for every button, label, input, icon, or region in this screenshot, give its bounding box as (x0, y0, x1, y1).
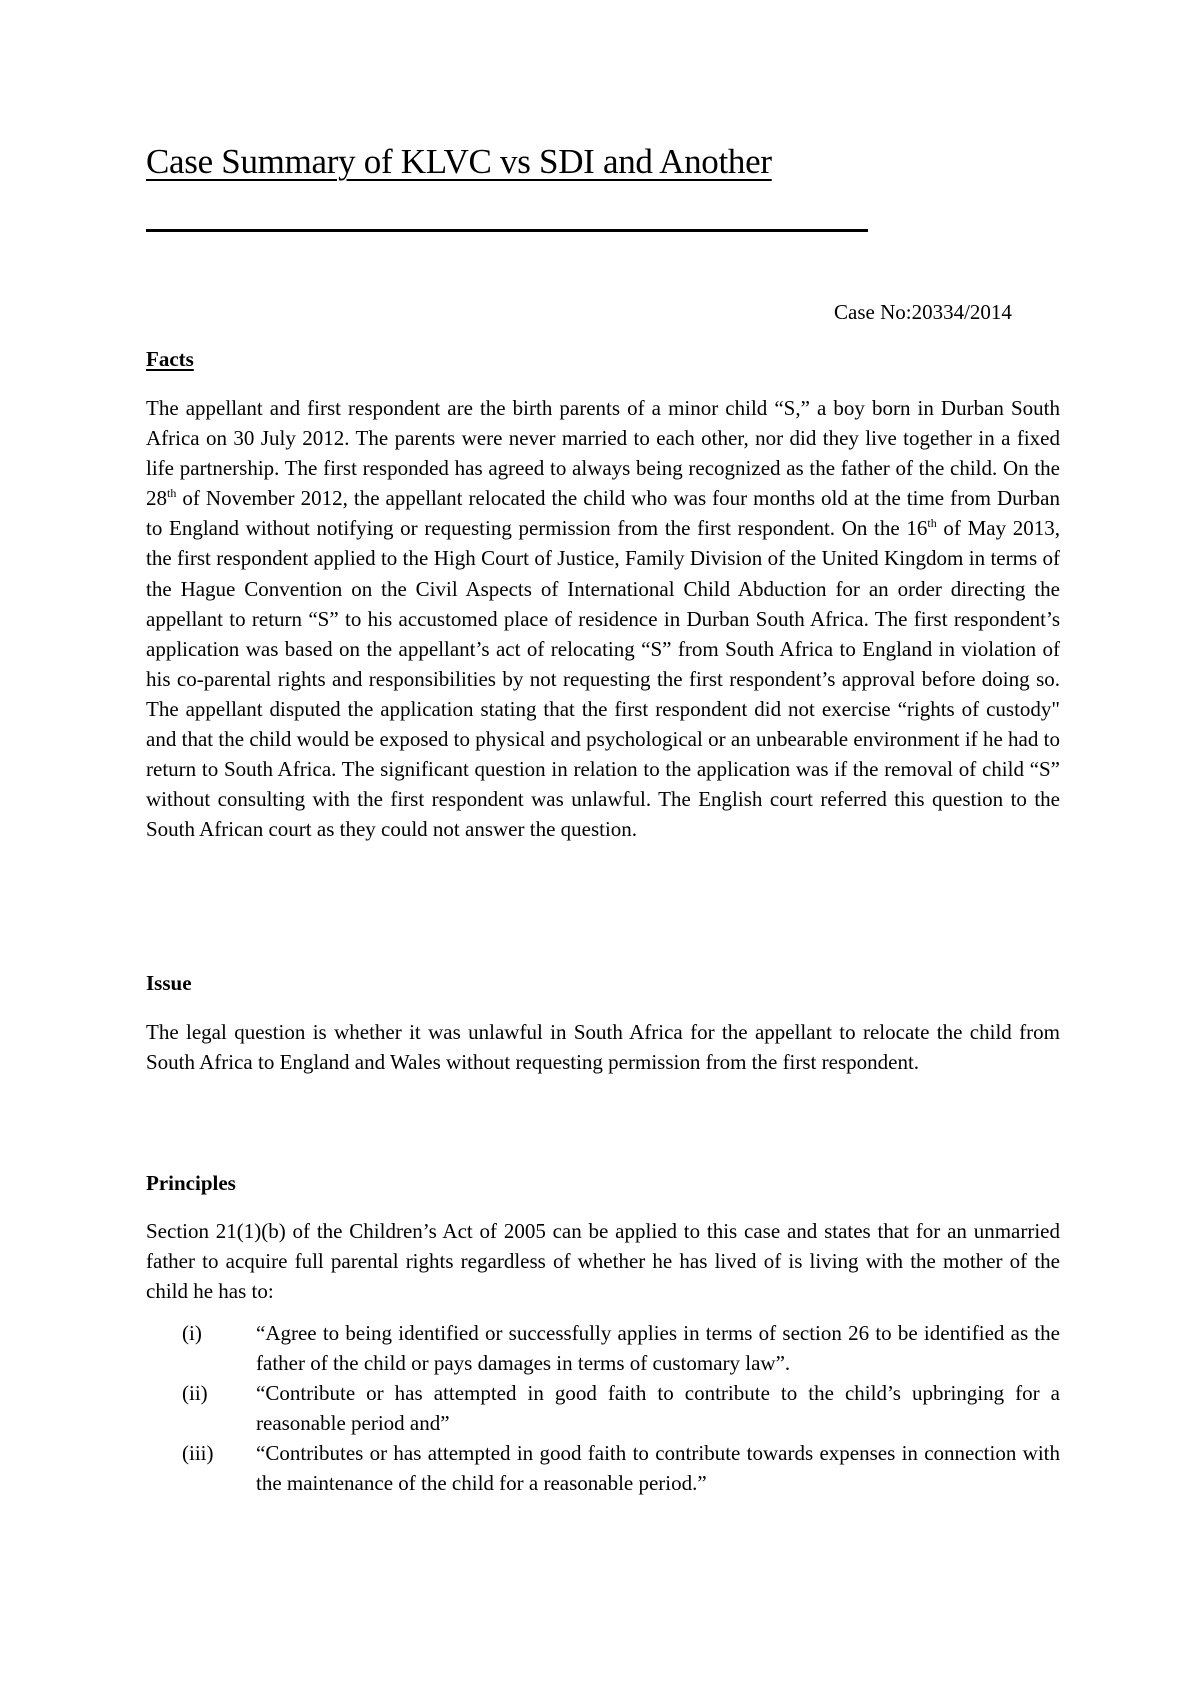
list-item-text: “Agree to being identified or successfully applies in terms of section 26 to be identified as the father of the child or pays damages in terms of customary law”. (256, 1321, 1060, 1376)
list-item-number: (ii) (182, 1381, 208, 1406)
list-item (146, 1378, 1060, 1438)
case-number: Case No:20334/2014 (834, 300, 1012, 324)
facts-sup-2: th (927, 516, 937, 531)
issue-heading: Issue (146, 971, 192, 995)
title-rule (146, 229, 868, 232)
issue-paragraph: The legal question is whether it was unlawful in South Africa for the appellant to relocate the child from South Africa to England and Wales without requesting permission from the first respondent. (146, 1020, 1060, 1075)
principles-list (146, 1318, 1060, 1499)
list-item (146, 1318, 1060, 1378)
facts-paragraph (146, 393, 1060, 844)
facts-text-end: of May 2013, the first respondent applied to the High Court of Justice, Family Division of the United Kingdom in terms of the Hague Convention on the Civil Aspects of International Child Abduction for an order directing the appellant to return “S” to his accustomed place of residence in Durban South Africa. The first respondent’s application was based on the appellant’s act of relocating “S” from South Africa to England in violation of his co-parental rights and responsibilities by not requesting the first respondent’s approval before doing so. The appellant disputed the application stating that the first respondent did not exercise “rights of custody" and that the child would be exposed to physical and psychological or an unbearable environment if he had to return to South Africa. The significant question in relation to the application was if the removal of child “S” without consulting with the first respondent was unlawful. The English court referred this question to the South African court as they could not answer the question. (146, 516, 1060, 842)
list-item-text: “Contribute or has attempted in good faith to contribute to the child’s upbringing for a reasonable period and” (256, 1381, 1060, 1436)
facts-text-intro: The appellant and first respondent are the birth parents of a minor child “S,” a boy born in Durban South Africa on 30 July 2012. The parents were never married to each other, nor did they live together in a fixed life partnership. The first responded has agreed to always being recognized as the father of the child. On the 28 (146, 396, 1060, 511)
list-item-number: (iii) (182, 1441, 214, 1466)
principles-paragraph: Section 21(1)(b) of the Children’s Act of 2005 can be applied to this case and states that for an unmarried father to acquire full parental rights regardless of whether he has lived of is living with the mother of the child he has to: (146, 1219, 1060, 1304)
list-item-text: “Contributes or has attempted in good faith to contribute towards expenses in connection with the maintenance of the child for a reasonable period.” (256, 1441, 1060, 1496)
facts-text-mid: of November 2012, the appellant relocated the child who was four months old at the time from Durban to England without notifying or requesting permission from the first respondent. On the 16 (146, 486, 1060, 541)
principles-heading: Principles (146, 1171, 236, 1195)
facts-sup-1: th (167, 486, 177, 501)
document-title: Case Summary of KLVC vs SDI and Another (146, 142, 772, 181)
facts-heading: Facts (146, 347, 194, 371)
list-item-number: (i) (182, 1321, 202, 1345)
list-item (146, 1438, 1060, 1498)
